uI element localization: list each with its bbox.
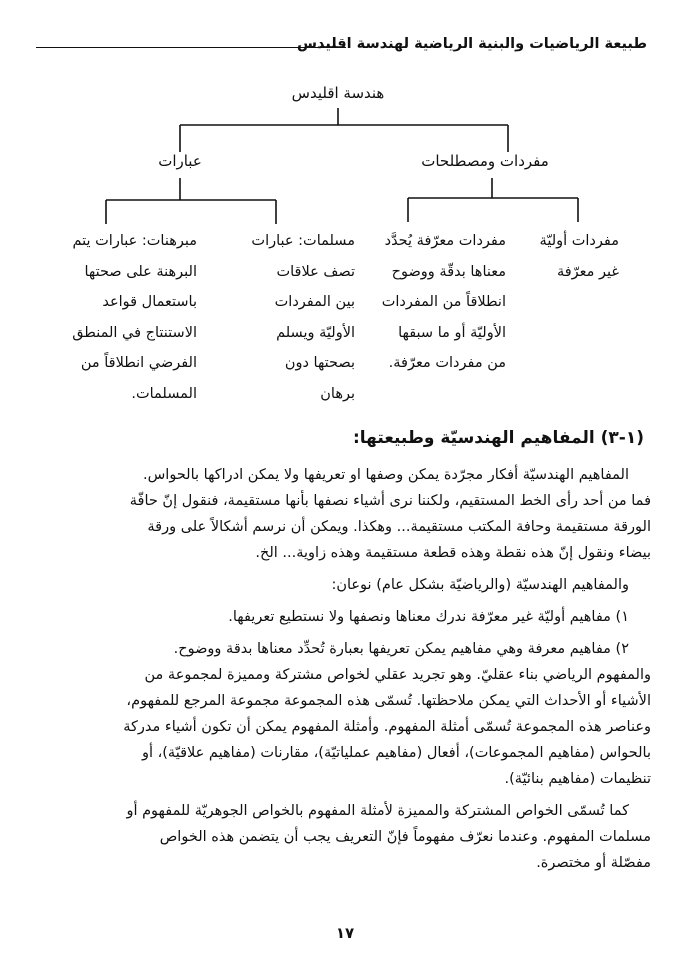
paragraph-line: المفاهيم الهندسيّة أفكار مجرّدة يمكن وصفها او تعريفها ولا يمكن ادراكها بالحواس. (142, 467, 629, 483)
page-number: ١٧ (335, 924, 355, 942)
leaf-line: باستعمال قواعد (102, 294, 197, 310)
leaf-line: برهان (320, 385, 355, 402)
leaf-line: بصحتها دون (284, 355, 355, 371)
leaf-line: معناها بدقّة ووضوح (391, 263, 506, 280)
types-intro: والمفاهيم الهندسيّة (والرياضيّة بشكل عام) نوعان: (331, 577, 629, 593)
tree-root-node: هندسة اقليدس (291, 84, 385, 102)
tree-leaf-primitive-terms (540, 226, 619, 287)
leaf-line: مسلمات: عبارات (251, 233, 355, 249)
leaf-line: بين المفردات (274, 294, 355, 310)
section-body (31, 462, 651, 876)
leaf-line: الفرضي انطلاقاً من (80, 355, 197, 371)
paragraph-line: والمفهوم الرياضي بناء عقليّ. وهو تجريد عقلي لخواص مشتركة ومميزة لمجموعة من (144, 667, 651, 683)
paragraph-line: كما تُسمّى الخواص المشتركة والمميزة لأمثلة المفهوم بالخواص الجوهريّة للمفهوم أو (126, 803, 629, 819)
list-item-defined: ٢) مفاهيم معرفة وهي مفاهيم يمكن تعريفها بعبارة تُحدِّد معناها بدقة ووضوح. (173, 641, 629, 657)
section-heading: (١-٣) المفاهيم الهندسيّة وطبيعتها: (353, 428, 644, 448)
paragraph-line: الأشياء أو الأحداث التي يمكن ملاحظتها. تُسمّى هذه المجموعة مجموعة المرجع للمفهوم، (126, 693, 651, 709)
leaf-line: مفردات أوليّة (539, 233, 619, 249)
paragraph-line: مسلمات المفهوم. وعندما نعرّف مفهوماً فإنّ التعريف يجب أن يتضمن هذه الخواص (159, 829, 651, 845)
leaf-line: مبرهنات: عبارات يتم (72, 233, 197, 249)
leaf-line: الأوليّة ويسلم (276, 324, 355, 341)
list-item-primitive: ١) مفاهيم أوليّة غير معرّفة ندرك معناها ونصفها ولا نستطيع تعريفها. (228, 609, 629, 625)
leaf-line: مفردات معرّفة يُحدَّد (384, 233, 506, 249)
leaf-line: انطلاقاً من المفردات (381, 294, 506, 310)
paragraph-line: بالحواس (مفاهيم المجموعات)، أفعال (مفاهيم عملياتيّة)، مقارنات (مفاهيم علاقيّة)، أو (141, 745, 651, 761)
leaf-line: البرهنة على صحتها (84, 263, 197, 280)
leaf-line: تصف علاقات (276, 263, 355, 280)
leaf-line: غير معرّفة (556, 263, 619, 280)
tree-node-statements: عبارات (158, 152, 202, 170)
tree-node-terms: مفردات ومصطلحات (421, 152, 549, 170)
paragraph-line: الورقة مستقيمة وحافة المكتب مستقيمة... وهكذا. ويمكن أن نرسم أشكالاً على ورقة (147, 519, 651, 535)
paragraph-line: فما من أحد رأى الخط المستقيم، ولكننا نرى أشياء نصفها بأنها مستقيمة، فنقول إنّ حافّة (129, 493, 651, 509)
paragraph-line: مفصّلة أو مختصرة. (536, 855, 651, 871)
leaf-line: الأوليّة أو ما سبقها (398, 324, 506, 341)
running-header: طبيعة الرياضيات والبنية الرياضية لهندسة اقليدس (296, 36, 647, 52)
paragraph-line: وعناصر هذه المجموعة تُسمّى أمثلة المفهوم. وأمثلة المفهوم يمكن أن تكون أشياء مدركة (123, 719, 651, 735)
leaf-line: من مفردات معرّفة. (388, 355, 506, 371)
tree-leaf-defined-terms (382, 226, 506, 379)
tree-leaf-axioms (251, 226, 355, 409)
paragraph-line: تنظيمات (مفاهيم بنائيّة). (504, 771, 651, 787)
leaf-line: المسلمات. (131, 385, 197, 402)
paragraph-line: بيضاء ونقول إنّ هذه نقطة وهذه قطعة مستقيمة وهذه زاوية... الخ. (255, 545, 651, 561)
tree-leaf-theorems (72, 226, 197, 409)
leaf-line: الاستنتاج في المنطق (72, 324, 197, 341)
